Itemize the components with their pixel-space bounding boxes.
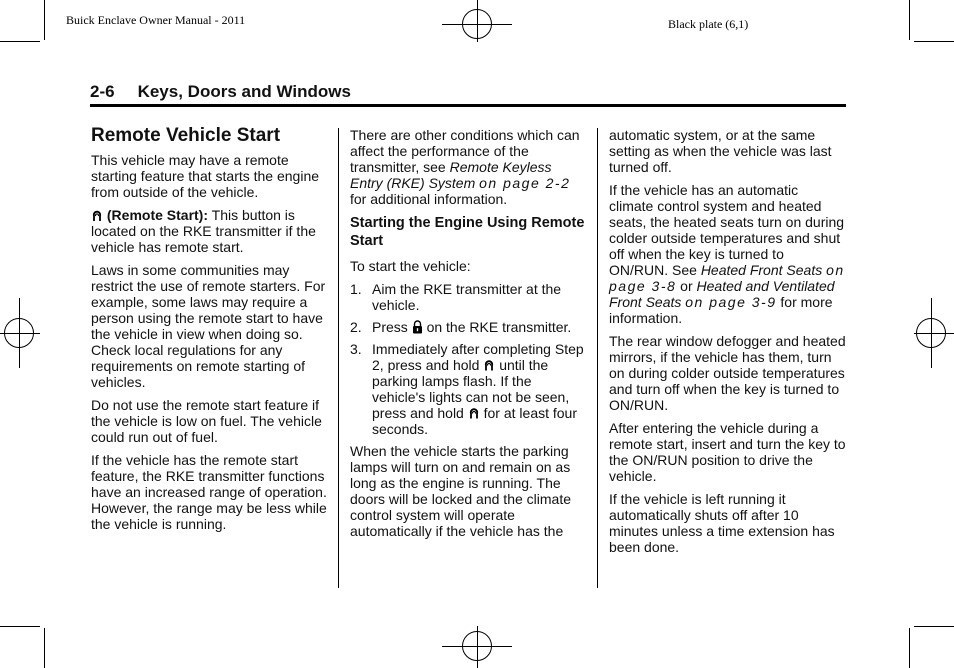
paragraph: Do not use the remote start feature if the vehicle is low on fuel. The vehicle could run out of fuel. (91, 397, 322, 445)
section-header (90, 82, 846, 107)
crop-mark (44, 628, 45, 668)
paragraph: automatic system, or at the same setting as when the vehicle was last turned off. (609, 127, 832, 175)
registration-mark-icon (19, 298, 20, 368)
text-run: for more information. (609, 294, 833, 326)
step-text (372, 341, 585, 437)
paragraph: When the vehicle starts the parking lamps will turn on and remain on as long as the engine is running. The doors will be locked and the climate control system will operate automatically if the vehicle has the (350, 443, 572, 539)
plate-label: Black plate (6,1) (668, 17, 749, 31)
text-run: There are other conditions which can affect the performance of the transmitter, see (350, 127, 580, 175)
paragraph (350, 127, 585, 207)
remote-start-label: (Remote Start): (106, 207, 209, 223)
step-text (372, 319, 571, 335)
registration-mark-icon (477, 0, 478, 42)
text-run: This button is located on the RKE transmitter if the vehicle has remote start. (91, 207, 316, 255)
column-divider (597, 128, 598, 588)
section-title: Keys, Doors and Windows (137, 82, 351, 101)
page-reference[interactable]: on page 2-2 (479, 175, 571, 191)
cross-reference-link[interactable]: Heated and Ventilated Front Seats (609, 278, 835, 310)
paragraph: Laws in some communities may restrict the use of remote starters. For example, some laws may require a person using the remote start to have the vehicle in view when doing so. Check local regulations for any requirements on remote starting of vehicles. (91, 262, 326, 390)
column-3 (609, 127, 846, 562)
paragraph (91, 207, 331, 255)
crop-mark (914, 41, 954, 42)
step-number: 1. (350, 281, 362, 297)
section-number: 2-6 (90, 82, 115, 101)
step-number: 3. (350, 341, 362, 357)
list-item (350, 341, 585, 437)
text-run: Immediately after completing Step 2, press and hold (372, 341, 584, 373)
paragraph: This vehicle may have a remote starting feature that starts the engine from outside of the vehicle. (91, 152, 320, 200)
column-divider (338, 128, 339, 588)
registration-mark-icon (477, 626, 478, 668)
crop-mark (914, 626, 954, 627)
steps-list (350, 281, 585, 437)
step-text: Aim the RKE transmitter at the vehicle. (372, 281, 562, 313)
manual-title: Buick Enclave Owner Manual - 2011 (66, 13, 246, 27)
column-1 (91, 125, 331, 539)
remote-start-icon (91, 209, 103, 222)
crop-mark (44, 0, 45, 40)
page-reference[interactable]: on page 3-8 (609, 262, 845, 294)
list-item (350, 281, 585, 313)
remote-start-icon (468, 406, 480, 420)
cross-reference-link[interactable]: Remote Keyless Entry (RKE) System (350, 159, 552, 191)
crop-mark (0, 626, 40, 627)
registration-mark-icon (931, 298, 932, 368)
text-run: until the parking lamps flash. If the vehicle's lights can not be seen, press and hold (372, 357, 570, 421)
paragraph: If the vehicle is left running it automatically shuts off after 10 minutes unless a time extension has been done. (609, 491, 835, 555)
subheading: Starting the Engine Using Remote Start (350, 215, 585, 249)
text-run: for additional information. (350, 191, 508, 207)
cross-reference-link[interactable]: Heated Front Seats (700, 262, 823, 278)
text-run: on the RKE transmitter. (426, 319, 572, 335)
remote-start-icon (483, 358, 495, 372)
lock-icon (412, 320, 423, 334)
text-run: or (680, 278, 693, 294)
registration-mark-icon (0, 333, 40, 334)
text-run: If the vehicle has an automatic climate control system and heated seats, the heated seats turn on during colder outside temperatures and shut off when the key is turned to ON/RUN. See (609, 182, 845, 278)
text-run: for at least four seconds. (372, 405, 578, 437)
page-title: Remote Vehicle Start (91, 125, 281, 146)
crop-mark (909, 628, 910, 668)
page-reference[interactable]: on page 3-9 (685, 294, 777, 310)
text-run: Press (372, 319, 408, 335)
list-item (350, 319, 585, 335)
step-number: 2. (350, 319, 362, 335)
paragraph: After entering the vehicle during a remote start, insert and turn the key to the ON/RUN position to drive the vehicle. (609, 420, 846, 484)
registration-mark-icon (914, 333, 954, 334)
column-2 (350, 127, 585, 546)
crop-mark (909, 0, 910, 40)
paragraph: If the vehicle has the remote start feature, the RKE transmitter functions have an increased range of operation. However, the range may be less while the vehicle is running. (91, 452, 327, 532)
crop-mark (0, 41, 40, 42)
paragraph: The rear window defogger and heated mirrors, if the vehicle has them, turn on during colder outside temperatures and turn off when the key is turned to ON/RUN. (609, 333, 846, 413)
paragraph (609, 182, 846, 326)
paragraph: To start the vehicle: (350, 258, 471, 274)
